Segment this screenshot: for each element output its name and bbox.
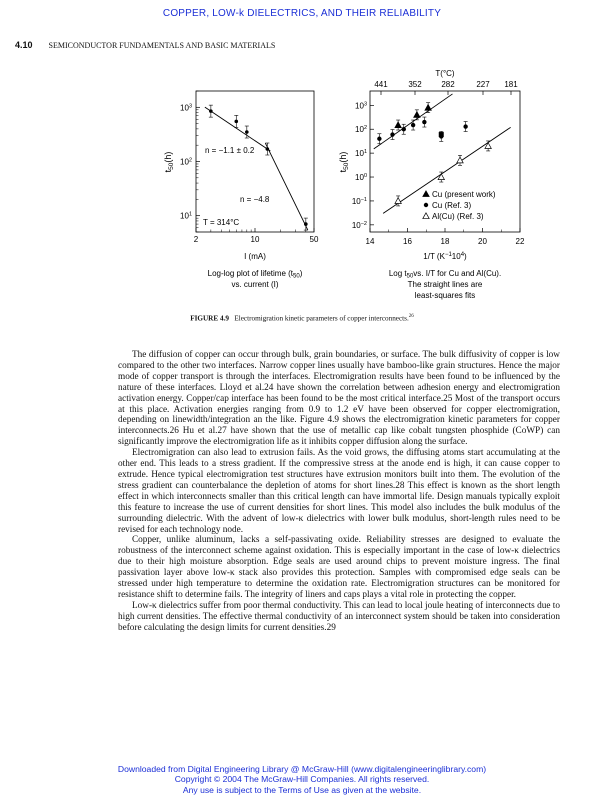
right-marks xyxy=(374,94,511,221)
top-banner: COPPER, LOW-k DIELECTRICS, AND THEIR RELIABILITY xyxy=(162,8,442,19)
legend-marker-cu-present xyxy=(423,191,429,197)
left-data-point xyxy=(209,109,213,113)
figure-caption-text: Electromigration kinetic parameters of copper interconnects. xyxy=(234,314,409,323)
left-data-point xyxy=(304,222,308,226)
left-data-point xyxy=(245,130,249,134)
left-marks xyxy=(205,105,308,230)
right-point-cu-ref xyxy=(411,123,415,127)
page-number: 4.10 xyxy=(15,40,33,50)
left-annotation-slope1: n = −1.1 ± 0.2 xyxy=(205,146,255,155)
right-point-cu-ref xyxy=(422,120,426,124)
figure-label: FIGURE 4.9 xyxy=(190,314,229,323)
paragraph: The diffusion of copper can occur through bulk, grain boundaries, or surface. The bulk diffusivity of copper is low compared to the other two interfaces. Narrow copper lines usually have bamboo-like grain structures. Hence the major mode of copper transport is through the interfaces. Electromigration results have been found to be influenced by the nature of these interfaces. Lloyd et al.24 have shown the correlation between adhesion energy and electromigration activation energy. Copper/cap interface has been found to be the most critical interface.25 Most of the transport occurs at this place. Activation energies ranging from 0.9 to 1.2 eV have been observed for copper electromigration, depending on linewidth/integration an the like. Figure 4.9 shows the electromigration kinetic parameters for copper interconnects.26 Hu et al.27 have shown that the use of metallic cap like cobalt tungsten phosphide (CoWP) can significantly improve the electromigration life as it inhibits copper diffusion along the surface. xyxy=(118,350,560,448)
left-fit-line-2 xyxy=(265,143,307,230)
left-x-tick-label: 2 xyxy=(193,235,199,244)
right-y-tick-label: $10^3$ xyxy=(355,101,367,111)
right-caption-line2: The straight lines are xyxy=(407,280,483,289)
right-xlabel: 1/T $(K^{-1}10^4)$ xyxy=(423,252,467,261)
right-axes xyxy=(352,80,525,246)
legend-label: Al(Cu) (Ref. 3) xyxy=(432,212,484,221)
left-plot-frame xyxy=(196,91,314,232)
left-plot xyxy=(163,91,319,289)
paragraph: Low-κ dielectrics suffer from poor thermal conductivity. This can lead to local joule heating of interconnects due to high current densities. The effective thermal conductivity of an interconnect system should be taken into consideration before calculating the design limits for current densities.29 xyxy=(118,600,560,633)
left-caption-line2: vs. current (I) xyxy=(231,280,279,289)
right-top-tick-label: 227 xyxy=(476,80,490,89)
left-xlabel: I (mA) xyxy=(244,252,266,261)
figure-caption xyxy=(0,314,604,322)
right-y-tick-label: $10^{-2}$ xyxy=(351,220,367,230)
left-x-tick-label: 50 xyxy=(309,235,319,244)
left-fit-line-1 xyxy=(205,107,270,151)
paragraph: Electromigration can also lead to extrusion fails. As the void grows, the diffusing atoms start accumulating at the other end. This leads to a stress gradient. If the compressive stress at the anode end is high, it can cause copper to extrude. Hence typical electromigration test structures have extrusion monitors built into them. The evolution of the stress gradient can counterbalance the depletion of atoms for short lines.28 This effect is known as the short length effect in which interconnects smaller than this critical length can have immortal life. Design manuals typically exploit this feature to increase the use of current densities for short lines. This model also includes the bulk modulus of the surrounding dielectric. With the advent of low-κ dielectrics with lower bulk modulus, short-length rules need to be revised for each technology node. xyxy=(118,448,560,535)
legend-label: Cu (Ref. 3) xyxy=(432,201,472,210)
figure-4-9 xyxy=(0,62,604,312)
right-y-tick-label: $10^2$ xyxy=(355,125,367,135)
figure-caption-ref: 26 xyxy=(408,314,414,319)
footer-copyright: Copyright © 2004 The McGraw-Hill Companies. All rights reserved. xyxy=(174,774,430,785)
left-x-tick-label: 10 xyxy=(250,235,260,244)
right-ylabel: $t_{50}(h)$ xyxy=(338,151,350,173)
footer xyxy=(0,764,604,795)
body-text xyxy=(118,350,560,634)
right-point-cu-ref xyxy=(402,127,406,131)
legend-marker-cu-ref xyxy=(424,203,428,207)
right-y-tick-label: $10^1$ xyxy=(355,149,367,159)
left-y-tick-label: $10^1$ xyxy=(180,211,192,221)
figure-svg xyxy=(0,62,604,312)
right-point-square xyxy=(439,132,444,137)
section-title: SEMICONDUCTOR FUNDAMENTALS AND BASIC MATERIALS xyxy=(48,41,276,50)
right-point-cu-present xyxy=(395,122,401,128)
right-point-cu-present xyxy=(414,112,420,118)
right-top-tick-label: 181 xyxy=(504,80,518,89)
left-caption-line1: Log-log plot of lifetime (t50) xyxy=(207,269,303,280)
left-ylabel: $t_{50}(h)$ xyxy=(163,151,175,173)
footer-terms[interactable]: Any use is subject to the Terms of Use as given at the website. xyxy=(182,784,422,795)
legend-label: Cu (present work) xyxy=(432,190,496,199)
left-annotation-slope2: n = −4.8 xyxy=(240,195,270,204)
right-point-cu-ref xyxy=(377,137,381,141)
left-data-point xyxy=(266,147,270,151)
right-plot-frame xyxy=(370,91,520,232)
right-x-tick-label: 14 xyxy=(365,237,375,246)
right-top-tick-label: 441 xyxy=(374,80,388,89)
right-point-alcu-ref xyxy=(395,198,401,204)
right-y-tick-label: $10^{-1}$ xyxy=(351,196,367,206)
right-top-axis-label: T(°C) xyxy=(435,69,455,78)
paragraph: Copper, unlike aluminum, lacks a self-passivating oxide. Reliability stresses are designed to evaluate the robustness of the interconnect scheme against oxidation. This is especially important in the case of low-κ dielectrics due to their high moisture absorption. Edge seals are used around chips to prevent moisture ingress. The final passivation layer above low-κ stack also provides this protection. Samples with compromised edge seals can be stressed under high temperature to determine the oxidation rate. Electromigration structures can be monitored for resistance shift to determine fails. The integrity of liners and caps plays a vital role in protecting the copper. xyxy=(118,535,560,600)
left-y-tick-label: $10^2$ xyxy=(180,157,192,167)
right-top-tick-label: 282 xyxy=(441,80,455,89)
left-data-point xyxy=(234,120,238,124)
right-x-tick-label: 20 xyxy=(478,237,487,246)
right-plot xyxy=(338,69,525,300)
right-top-tick-label: 352 xyxy=(408,80,422,89)
right-point-cu-ref xyxy=(463,124,467,128)
right-caption-line3: least-squares fits xyxy=(414,291,476,300)
right-point-alcu-ref xyxy=(438,174,444,180)
left-annotation-temp: T = 314°C xyxy=(203,218,240,227)
footer-download-link[interactable]: Downloaded from Digital Engineering Library @ McGraw-Hill (www.digitalengineeringlibrary.com) xyxy=(117,764,487,774)
left-y-tick-label: $10^3$ xyxy=(180,103,192,113)
right-point-cu-present xyxy=(425,104,431,110)
right-caption-line1: Log t50vs. I/T for Cu and Al(Cu). xyxy=(388,269,502,280)
right-x-tick-label: 22 xyxy=(515,237,525,246)
right-x-tick-label: 18 xyxy=(440,237,450,246)
right-x-tick-label: 16 xyxy=(403,237,412,246)
right-point-cu-ref xyxy=(390,132,394,136)
legend-marker-alcu-ref xyxy=(423,213,429,219)
left-axes xyxy=(180,91,319,244)
running-head xyxy=(15,40,275,50)
right-y-tick-label: $10^0$ xyxy=(355,173,367,183)
